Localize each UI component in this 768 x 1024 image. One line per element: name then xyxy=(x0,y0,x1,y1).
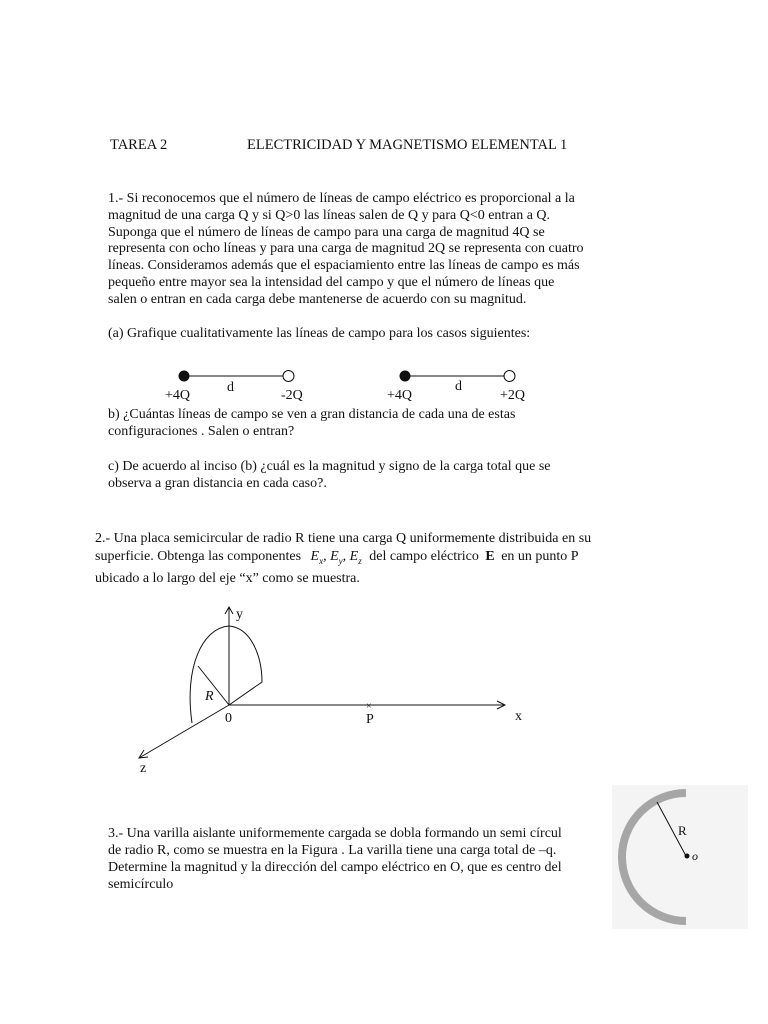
distance-label: d xyxy=(455,379,462,394)
problem-3-line: semicírculo xyxy=(108,877,174,892)
problem-3-line: 3.- Una varilla aislante uniformemente cargada se dobla formando un semi círcul xyxy=(108,826,562,841)
center-label: o xyxy=(692,849,698,863)
problem-2-text: superficie. Obtenga las componentes xyxy=(95,549,302,564)
field-components: $E_x$, $E_y$, $E_z$ xyxy=(310,549,362,566)
assignment-label: TAREA 2 xyxy=(110,137,168,153)
origin-label: 0 xyxy=(225,711,232,726)
charge-label-left: +4Q xyxy=(387,388,413,403)
problem-1b: configuraciones . Salen o entran? xyxy=(108,424,295,439)
problem-1-line: Suponga que el número de líneas de campo para una carga de magnitud 4Q se xyxy=(108,225,545,240)
problem-1-line: pequeño entre mayor sea la intensidad del campo y que el número de líneas que xyxy=(108,275,555,290)
z-axis xyxy=(139,705,229,758)
problem-1-line: magnitud de una carga Q y si Q>0 las líneas salen de Q y para Q<0 entran a Q. xyxy=(108,208,551,223)
y-axis-label: y xyxy=(236,607,243,622)
charge-positive-dot xyxy=(179,371,190,382)
charge-positive-dot xyxy=(400,371,411,382)
problem-1a: (a) Grafique cualitativamente las líneas de campo para los casos siguientes: xyxy=(108,326,531,341)
distance-label: d xyxy=(227,380,234,395)
figure-background xyxy=(612,785,748,929)
problem-2-line: ubicado a lo largo del eje “x” como se muestra. xyxy=(95,571,360,586)
field-symbol: E xyxy=(485,549,495,564)
problem-1c: c) De acuerdo al inciso (b) ¿cuál es la magnitud y signo de la carga total que se xyxy=(108,459,551,474)
problem-3-line: de radio R, como se muestra en la Figura . La varilla tiene una carga total de –q. xyxy=(108,843,557,858)
charge-negative-circle xyxy=(283,371,294,382)
x-axis-label: x xyxy=(515,709,522,724)
course-title: ELECTRICIDAD Y MAGNETISMO ELEMENTAL 1 xyxy=(247,137,568,153)
problem-1-line: representa con ocho líneas y para una carga de magnitud 2Q se representa con cuatro xyxy=(108,241,584,256)
problem-3-line: Determine la magnitud y la dirección del campo eléctrico en O, que es centro del xyxy=(108,860,562,875)
radius-label: R xyxy=(205,689,214,704)
problem-2-line: 2.- Una placa semicircular de radio R tiene una carga Q uniformemente distribuida en su xyxy=(95,531,592,546)
semicircular-plate-outline xyxy=(190,626,262,723)
charge-positive-circle xyxy=(504,371,515,382)
charge-label-right: -2Q xyxy=(281,388,303,403)
charge-label-left: +4Q xyxy=(165,388,191,403)
z-axis-label: z xyxy=(140,761,147,776)
problem-1-line: líneas. Consideramos además que el espaciamiento entre las líneas de campo es más xyxy=(108,258,580,273)
problem-2-text: en un punto P xyxy=(501,549,579,564)
rod-figure xyxy=(612,785,748,929)
problem-2-line xyxy=(95,548,579,570)
charge-label-right: +2Q xyxy=(500,388,526,403)
charge-config-1 xyxy=(150,362,320,408)
problem-1b: b) ¿Cuántas líneas de campo se ven a gran distancia de cada una de estas xyxy=(108,407,516,422)
point-p-label: P xyxy=(366,712,374,727)
plate-figure xyxy=(130,598,540,778)
problem-1-line: salen o entran en cada carga debe mantenerse de acuerdo con su magnitud. xyxy=(108,292,527,307)
problem-1-line: 1.- Si reconocemos que el número de líneas de campo eléctrico es proporcional a la xyxy=(108,191,575,206)
radius-label: R xyxy=(678,823,687,838)
problem-1c: observa a gran distancia en cada caso?. xyxy=(108,476,327,491)
problem-2-text: del campo eléctrico xyxy=(369,549,479,564)
charge-config-2 xyxy=(370,362,540,408)
center-point xyxy=(685,854,690,859)
point-p-marker: × xyxy=(366,701,372,712)
